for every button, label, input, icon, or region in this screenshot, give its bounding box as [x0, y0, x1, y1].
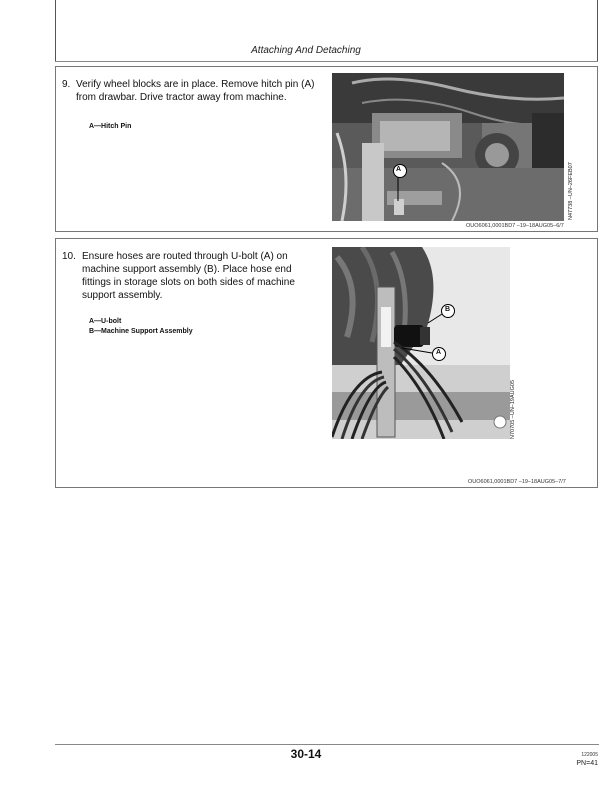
pn-code: PN=41: [576, 760, 598, 767]
image-reference: N47738 –UN–26FEB07: [568, 162, 574, 220]
step-9: [62, 78, 332, 108]
document-reference: OUO6061,0001BD7 –19–18AUG05–7/7: [468, 479, 566, 485]
step-text-line-3: fittings in storage slots on both sides of machine: [82, 277, 295, 288]
hitch-pin-photo: [332, 73, 564, 221]
callout-a: A: [436, 349, 442, 356]
step-text-line-4: support assembly.: [82, 290, 163, 301]
step-text-line-2: machine support assembly (B). Place hose end: [82, 264, 292, 275]
legend-a-hitch-pin: A—Hitch Pin: [89, 123, 132, 130]
document-reference: OUO6061,0001BD7 –19–18AUG05–6/7: [466, 223, 564, 229]
hose-routing-illustration: [332, 247, 510, 439]
step-text-line-2: from drawbar. Drive tractor away from machine.: [76, 92, 287, 103]
date-code: 122005: [581, 752, 598, 758]
step-number: 9.: [62, 79, 71, 90]
section-9-box: [55, 66, 598, 232]
page-header-title: Attaching And Detaching: [251, 45, 361, 56]
hitch-pin-illustration: [332, 73, 564, 221]
header-rule: [55, 61, 598, 62]
step-10: [62, 250, 332, 306]
hose-routing-photo: [332, 247, 510, 439]
section-10-box: [55, 238, 598, 488]
legend-b-machine-support-assembly: B—Machine Support Assembly: [89, 328, 193, 335]
step-text-line-1: Verify wheel blocks are in place. Remove hitch pin (A): [76, 79, 315, 90]
footer-rule: [55, 744, 599, 745]
callout-a: A: [396, 166, 402, 173]
step-text-line-1: Ensure hoses are routed through U-bolt (A) on: [82, 251, 288, 262]
step-number: 10.: [62, 251, 76, 262]
callout-b: B: [445, 306, 451, 313]
image-reference: N70705 –UN–19AUG05: [510, 379, 516, 439]
legend-a-u-bolt: A—U-bolt: [89, 318, 122, 325]
page-number: 30-14: [290, 747, 322, 761]
